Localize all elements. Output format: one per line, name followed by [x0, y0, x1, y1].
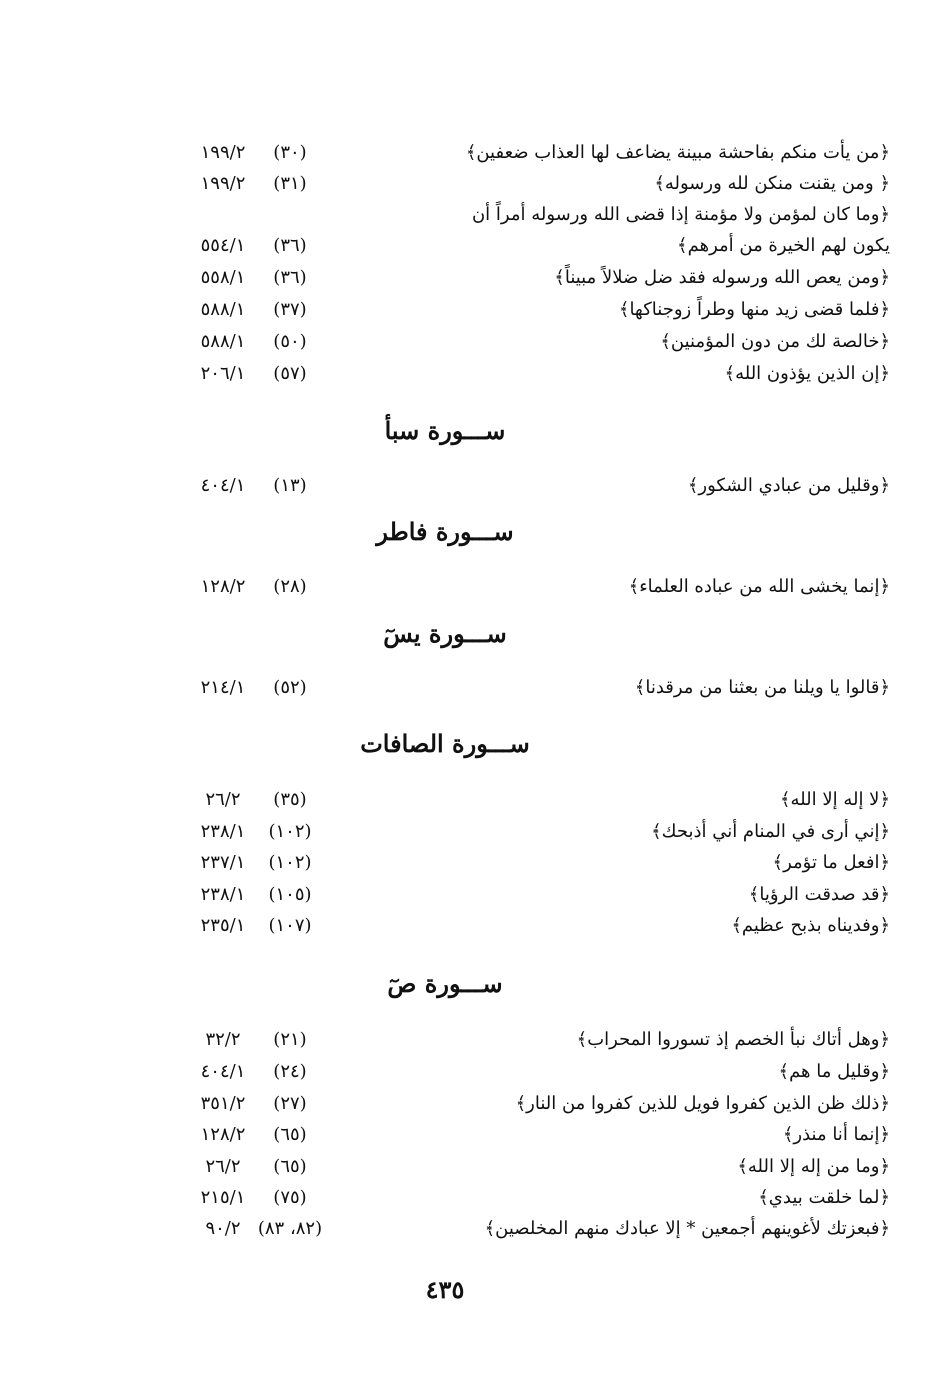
verse-text: ﴿وهل أتاك نبأ الخصم إذ تسوروا المحراب﴾ — [576, 1029, 890, 1050]
surah-heading: ســـورة صٓ — [387, 969, 503, 998]
index-row — [150, 1088, 890, 1119]
index-row — [150, 1182, 890, 1213]
verse-text: ﴿من يأت منكم بفاحشة مبينة يضاعف لها العذاب ضعفين﴾ — [465, 142, 890, 163]
verse-text: ﴿ ومن يقنت منكن لله ورسوله﴾ — [654, 173, 890, 194]
page-reference: ٥٨٨/١ — [200, 331, 246, 352]
page-reference: ٢٣٨/١ — [200, 884, 246, 905]
index-row — [150, 230, 890, 261]
verse-text: ﴿وقليل ما هم﴾ — [778, 1061, 890, 1082]
index-row — [150, 294, 890, 325]
verse-number: (٣٠) — [273, 142, 307, 163]
verse-number: (٣١) — [273, 173, 307, 194]
verse-text: ﴿وما كان لمؤمن ولا مؤمنة إذا قضى الله ورسوله أمراً أن — [471, 204, 890, 225]
index-row — [150, 1151, 890, 1182]
verse-text: ﴿إنما أنا منذر﴾ — [782, 1124, 890, 1145]
verse-number: (١٣) — [273, 475, 307, 496]
page-reference: ١٢٨/٢ — [200, 1124, 246, 1145]
verse-text: ﴿افعل ما تؤمر﴾ — [772, 852, 890, 873]
surah-heading: ســـورة فاطر — [376, 517, 514, 546]
verse-text: ﴿إن الذين يؤذون الله﴾ — [724, 363, 890, 384]
verse-text: ﴿لما خلقت بيدي﴾ — [758, 1187, 890, 1208]
verse-number: (٣٦) — [273, 235, 307, 256]
verse-text: ﴿قد صدقت الرؤيا﴾ — [748, 884, 890, 905]
verse-number: (٢٧) — [273, 1093, 307, 1114]
index-row — [150, 470, 890, 501]
index-row — [150, 879, 890, 910]
index-row — [150, 910, 890, 941]
verse-number: (٧٥) — [273, 1187, 307, 1208]
page-reference: ٩٠/٢ — [205, 1218, 241, 1239]
index-row — [150, 847, 890, 878]
verse-number: (٢١) — [273, 1029, 307, 1050]
verse-number: (٣٧) — [273, 299, 307, 320]
verse-text: ﴿إني أرى في المنام أني أذبحك﴾ — [651, 821, 890, 842]
verse-number: (١٠٢) — [268, 821, 312, 842]
verse-number: (٥٠) — [273, 331, 307, 352]
verse-text: ﴿لا إله إلا الله﴾ — [779, 789, 890, 810]
verse-text: ﴿وفديناه بذبح عظيم﴾ — [731, 915, 890, 936]
page-reference: ٢٣٥/١ — [200, 915, 246, 936]
page-reference: ٥٥٤/١ — [200, 235, 246, 256]
index-row — [150, 816, 890, 847]
verse-text: ﴿خالصة لك من دون المؤمنين﴾ — [660, 331, 890, 352]
verse-text: يكون لهم الخيرة من أمرهم﴾ — [677, 235, 890, 256]
verse-number: (٨٢، ٨٣) — [257, 1218, 323, 1239]
verse-number: (٥٧) — [273, 363, 307, 384]
verse-number: (١٠٧) — [268, 915, 312, 936]
verse-number: (٣٥) — [273, 789, 307, 810]
index-row — [150, 784, 890, 815]
index-row — [150, 672, 890, 703]
index-row — [150, 1024, 890, 1055]
verse-text: ﴿وما من إله إلا الله﴾ — [737, 1156, 890, 1177]
page-reference: ٥٥٨/١ — [200, 267, 246, 288]
surah-heading: ســـورة الصافات — [360, 729, 530, 758]
page-reference: ٢٠٦/١ — [200, 363, 246, 384]
page-reference: ٤٠٤/١ — [200, 475, 246, 496]
verse-text: ﴿فبعزتك لأغوينهم أجمعين * إلا عبادك منهم المخلصين﴾ — [484, 1218, 890, 1239]
index-row — [150, 358, 890, 389]
surah-heading: ســـورة يسٓ — [383, 619, 507, 648]
page-reference: ٢٣٧/١ — [200, 852, 246, 873]
index-row — [150, 262, 890, 293]
index-row — [150, 1213, 890, 1244]
page-reference: ٥٨٨/١ — [200, 299, 246, 320]
verse-number: (٣٦) — [273, 267, 307, 288]
index-row — [150, 326, 890, 357]
verse-number: (١٠٢) — [268, 852, 312, 873]
page-reference: ٢١٥/١ — [200, 1187, 246, 1208]
page-reference: ٢٣٨/١ — [200, 821, 246, 842]
index-row — [150, 168, 890, 199]
index-row — [150, 137, 890, 168]
verse-text: ﴿ومن يعص الله ورسوله فقد ضل ضلالاً مبيناً﴾ — [554, 267, 890, 288]
index-row — [150, 1119, 890, 1150]
verse-number: (٢٨) — [273, 576, 307, 597]
verse-number: (٥٢) — [273, 677, 307, 698]
page-number: ٤٣٥ — [425, 1275, 465, 1304]
verse-text: ﴿إنما يخشى الله من عباده العلماء﴾ — [628, 576, 890, 597]
verse-text: ﴿وقليل من عبادي الشكور﴾ — [687, 475, 890, 496]
verse-text: ﴿قالوا يا ويلنا من بعثنا من مرقدنا﴾ — [634, 677, 890, 698]
verse-number: (١٠٥) — [268, 884, 312, 905]
surah-heading: ســـورة سبأ — [384, 416, 506, 445]
page-reference: ٤٠٤/١ — [200, 1061, 246, 1082]
page-reference: ٢١٤/١ — [200, 677, 246, 698]
verse-text: ﴿فلما قضى زيد منها وطراً زوجناكها﴾ — [618, 299, 890, 320]
page-reference: ٢٦/٢ — [205, 789, 241, 810]
page-reference: ١٩٩/٢ — [200, 173, 246, 194]
verse-text: ﴿ذلك ظن الذين كفروا فويل للذين كفروا من النار﴾ — [515, 1093, 890, 1114]
index-row — [150, 571, 890, 602]
verse-number: (٢٤) — [273, 1061, 307, 1082]
index-row — [150, 199, 890, 230]
page-reference: ٢٦/٢ — [205, 1156, 241, 1177]
index-row — [150, 1056, 890, 1087]
page-reference: ٣٢/٢ — [205, 1029, 241, 1050]
page-reference: ٣٥١/٢ — [200, 1093, 246, 1114]
verse-number: (٦٥) — [273, 1156, 307, 1177]
page-reference: ١٢٨/٢ — [200, 576, 246, 597]
page-reference: ١٩٩/٢ — [200, 142, 246, 163]
verse-number: (٦٥) — [273, 1124, 307, 1145]
